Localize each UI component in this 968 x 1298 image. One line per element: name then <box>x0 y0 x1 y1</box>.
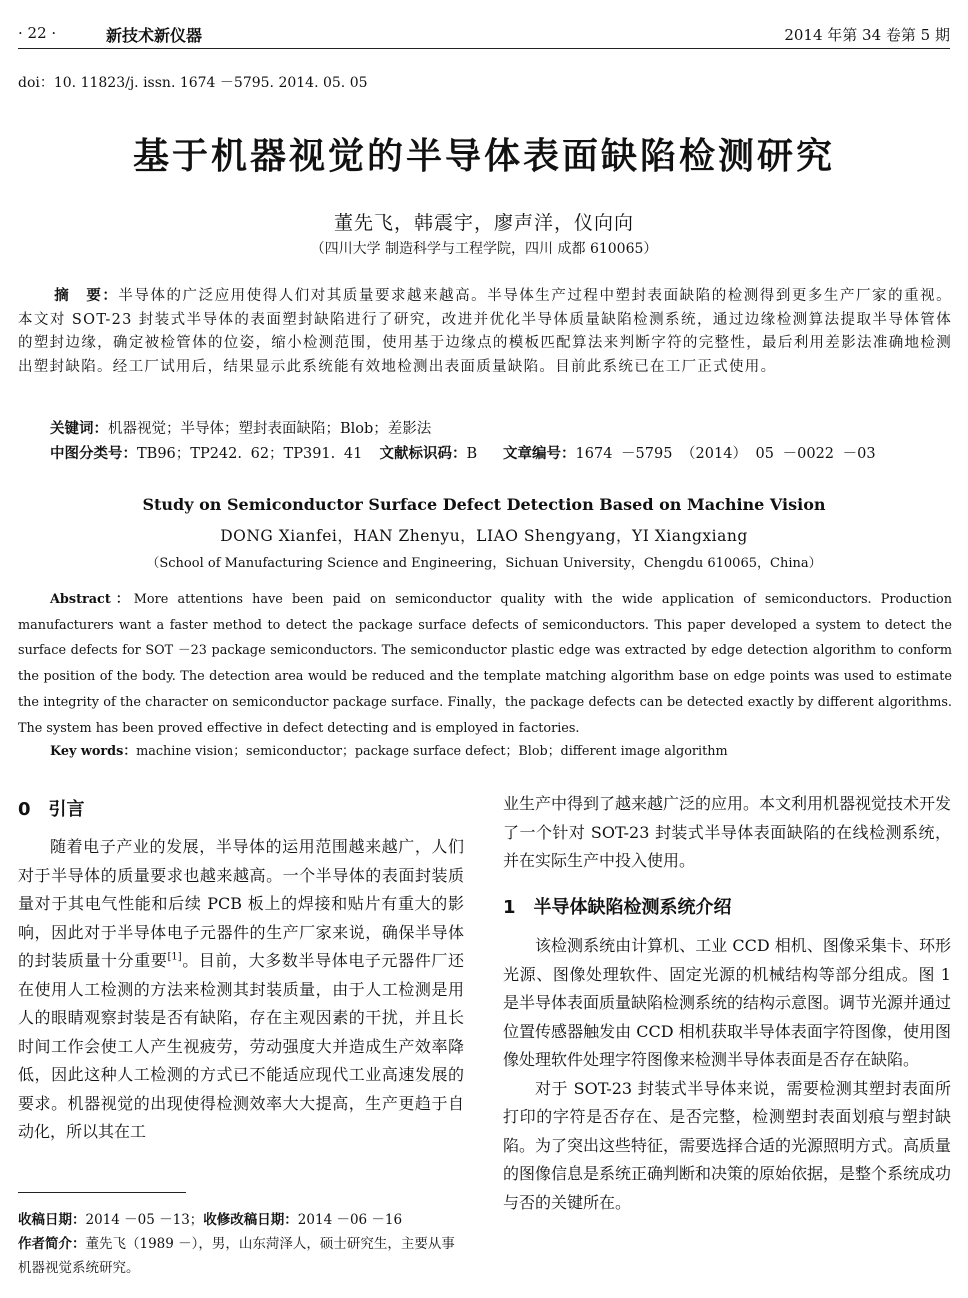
section-1-paragraph-1: 该检测系统由计算机、工业 CCD 相机、图像采集卡、环形光源、图像处理软件、固定光源的机械结构等部分组成。图 1 是半导体表面质量缺陷检测系统的结构示意图。调节光源并通过位置传感器触发由 CCD 相机获取半导体表面字符图像，使用图像处理软件处理字符图像来检测半导体表面是否存在缺陷。 <box>503 936 952 1069</box>
author-bio-label: 作者简介： <box>18 1236 86 1252</box>
authors-english: DONG Xianfei，HAN Zhenyu，LIAO Shengyang，YI Xiangxiang <box>220 527 748 545</box>
abstract-chinese <box>18 285 952 379</box>
author-bio-text: 董先飞（1989 －），男，山东菏泽人，硕士研究生，主要从事机器视觉系统研究。 <box>18 1236 455 1276</box>
section-0-continuation: 业生产中得到了越来越广泛的应用。本文利用机器视觉技术开发了一个针对 SOT-23 封装式半导体表面缺陷的在线检测系统，并在实际生产中投入使用。 <box>503 794 952 870</box>
authors-chinese: 董先飞，韩震宇，廖声洋，仪向向 <box>333 212 634 234</box>
doc-code-value: B <box>466 446 478 462</box>
doi: doi：10. 11823/j. issn. 1674 －5795. 2014. 05. 05 <box>18 75 368 91</box>
journal-name: 新技术新仪器 <box>106 26 203 45</box>
footnote <box>18 1208 464 1280</box>
clc-value: TB96；TP242. 62；TP391. 41 <box>137 446 363 462</box>
abstract-chinese-label: 摘 要： <box>54 288 119 304</box>
section-0-heading: 0 引言 <box>18 799 85 820</box>
received-dates <box>18 1208 464 1232</box>
left-column <box>18 833 464 1147</box>
section-0-text-b: 。目前，大多数半导体电子元器件厂还在使用人工检测的方法来检测其封装质量，由于人工检测是用人的眼睛观察封装是否有缺陷，存在主观因素的干扰，并且长时间工作会使工人产生视疲劳，劳动强度大并造成生产效率降低，因此这种人工检测的方式已不能适应现代工业高速发展的要求。机器视觉的出现使得检测效率大大提高，生产更趋于自动化，所以其在工 <box>18 951 464 1141</box>
section-0-paragraph <box>18 833 464 1147</box>
abstract-chinese-text: 半导体的广泛应用使得人们对其质量要求越来越高。半导体生产过程中塑封表面缺陷的检测得到更多生产厂家的重视。本文对 SOT-23 封装式半导体的表面塑封缺陷进行了研究，改进并优化半导体质量缺陷检测系统，通过边缘检测算法提取半导体管体的塑封边缘，确定被检管体的位姿，缩小检测范围，使用基于边缘点的模板匹配算法来判断字符的完整性，最后利用差影法准确地检测出塑封缺陷。经工厂试用后，结果显示此系统能有效地检测出表面质量缺陷。目前此系统已在工厂正式使用。 <box>18 288 952 375</box>
page-number: · 22 · <box>18 24 57 42</box>
abstract-english <box>18 587 952 741</box>
section-1-heading: 1 半导体缺陷检测系统介绍 <box>503 897 732 918</box>
running-header <box>18 20 950 49</box>
abstract-english-label: Abstract： <box>50 592 134 607</box>
author-bio <box>18 1232 464 1280</box>
title-chinese: 基于机器视觉的半导体表面缺陷检测研究 <box>132 136 835 177</box>
keywords-chinese-label: 关键词： <box>50 421 108 437</box>
abstract-english-text: More attentions have been paid on semiconductor quality with the wide application of semiconductors. Production manufacturers want a faster method to detect the package surface defects of semiconductors. This paper developed a system to detect the surface defects for SOT －23 package semiconductors. The semiconductor plastic edge was extracted by edge detection algorithm to conform the position of the body. The detection area would be reduced and the template matching algorithm base on edge points was used to estimate the integrity of the character on semiconductor package surface. Finally，the package defects can be detected exactly by different algorithms. The system has been proved effective in defect detecting and is employed in factories. <box>18 592 952 736</box>
title-english: Study on Semiconductor Surface Defect Detection Based on Machine Vision <box>142 495 826 514</box>
revised-label: 收修改稿日期： <box>203 1212 298 1228</box>
right-column-bottom <box>503 932 951 1217</box>
keywords-chinese-text: 机器视觉；半导体；塑封表面缺陷；Blob；差影法 <box>108 421 432 437</box>
clc-label: 中图分类号： <box>50 446 137 462</box>
citation-1: [1] <box>167 951 182 963</box>
affiliation-chinese: （四川大学 制造科学与工程学院，四川 成都 610065） <box>310 241 658 257</box>
issue-info: 2014 年第 34 卷第 5 期 <box>784 26 950 44</box>
keywords-chinese <box>50 417 952 438</box>
received-date: 2014 －05 －13； <box>85 1212 204 1228</box>
affiliation-english: （School of Manufacturing Science and Engineering，Sichuan University，Chengdu 610065，China） <box>146 556 822 571</box>
section-0-text-a: 随着电子产业的发展，半导体的运用范围越来越广，人们对于半导体的质量要求也越来越高。一个半导体的表面封装质量对于其电气性能和后续 PCB 板上的焊接和贴片有重大的影响，因此对于半导体电子元器件的生产厂家来说，确保半导体的封装质量十分重要 <box>18 837 464 970</box>
article-number-label: 文章编号： <box>503 446 576 462</box>
doc-code-label: 文献标识码： <box>379 446 467 462</box>
keywords-english-label: Key words： <box>50 744 137 759</box>
revised-date: 2014 －06 －16 <box>297 1212 403 1228</box>
footnote-rule <box>18 1192 186 1193</box>
keywords-english <box>50 740 952 759</box>
keywords-english-text: machine vision；semiconductor；package surface defect；Blob；different image algorithm <box>136 744 728 759</box>
classification-line <box>50 442 952 463</box>
right-column-top <box>503 790 951 876</box>
received-label: 收稿日期： <box>18 1212 86 1228</box>
section-1-paragraph-2: 对于 SOT-23 封装式半导体来说，需要检测其塑封表面所打印的字符是否存在、是否完整，检测塑封表面划痕与塑封缺陷。为了突出这些特征，需要选择合适的光源照明方式。高质量的图像信息是系统正确判断和决策的原始依据，是整个系统成功与否的关键所在。 <box>503 1078 952 1212</box>
article-number-value: 1674 －5795 （2014） 05 －0022 －03 <box>575 446 876 462</box>
